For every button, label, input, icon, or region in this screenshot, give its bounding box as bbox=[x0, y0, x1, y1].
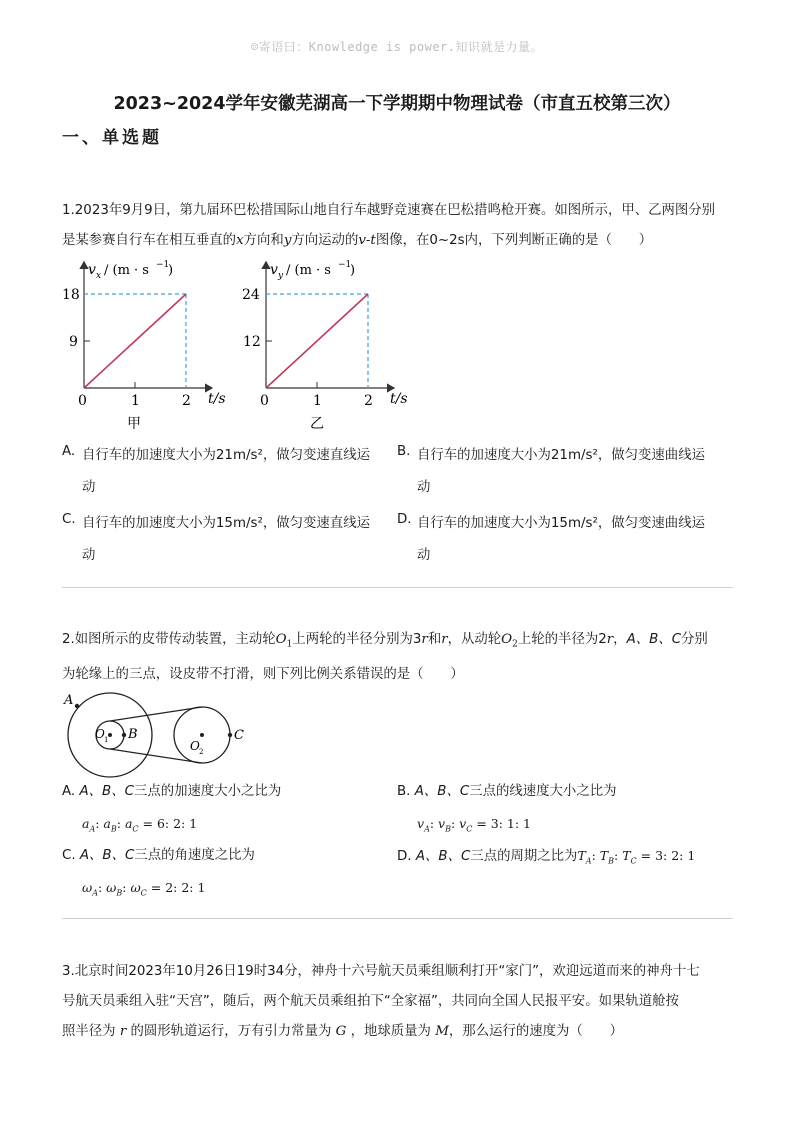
option-letter: A. bbox=[62, 444, 76, 459]
option-text-cont: 动 bbox=[417, 548, 431, 563]
y-label-close: ) bbox=[350, 263, 356, 278]
x-tick-label: 0 bbox=[78, 393, 87, 409]
option-points: A、B、C bbox=[415, 849, 471, 864]
y-label-sub: y bbox=[278, 271, 284, 281]
option-text-cont: 动 bbox=[82, 480, 96, 495]
q2-line1-part: ， bbox=[613, 632, 627, 647]
q2-stem bbox=[62, 625, 742, 690]
option-text: 三点的周期之比为 bbox=[470, 849, 578, 864]
q3-line3-part: 的圆形轨道运行，万有引力常量为 bbox=[130, 1024, 332, 1039]
q3-line2: 号航天员乘组入驻“天宫”，随后，两个航天员乘组拍下“全家福”，共同向全国人民报平安。如果轨道舱按 bbox=[62, 994, 679, 1009]
y-tick-label: 12 bbox=[243, 334, 261, 350]
exam-title: 2023~2024学年安徽芜湖高一下学期期中物理试卷（市直五校第三次） bbox=[113, 94, 681, 114]
point-c bbox=[228, 733, 232, 737]
section-heading: 一、单选题 bbox=[62, 128, 162, 148]
y-label-close: ) bbox=[168, 263, 174, 278]
graph-caption: 甲 bbox=[127, 416, 141, 432]
belt-drive-diagram bbox=[62, 688, 252, 786]
label-o2-sub: 2 bbox=[199, 748, 204, 756]
q1-line1: 1.2023年9月9日，第九届环巴松措国际山地自行车越野竞速赛在巴松措鸣枪开赛。如图所示，甲、乙两图分别 bbox=[62, 203, 716, 218]
belt-top bbox=[110, 707, 202, 721]
option-formula: $v_A$: $v_B$: $v_C = 3$: 1: 1 bbox=[417, 816, 532, 834]
q1-var-y: y bbox=[283, 233, 292, 248]
q1-var-x: x bbox=[236, 233, 244, 248]
option-text-cont: 动 bbox=[82, 548, 96, 563]
option-text: 自行车的加速度大小为21m/s²，做匀变速曲线运 bbox=[417, 448, 705, 463]
option-letter: C. bbox=[62, 848, 76, 863]
q2-line1-part: 上轮的半径为2 bbox=[517, 632, 607, 647]
q3-line3 bbox=[62, 1017, 742, 1047]
option-text: 自行车的加速度大小为15m/s²，做匀变速直线运 bbox=[82, 516, 370, 531]
label-o2: O bbox=[190, 739, 200, 753]
q2-line1-part: 分别 bbox=[681, 632, 708, 647]
option-text: 三点的线速度大小之比为 bbox=[469, 784, 617, 799]
velocity-line bbox=[266, 294, 368, 388]
q2-line2: 为轮缘上的三点，设皮带不打滑，则下列比例关系错误的是（ ） bbox=[62, 666, 464, 682]
q1-line2-part: 是某参赛自行车在相互垂直的 bbox=[62, 233, 237, 248]
label-o1: O bbox=[95, 727, 105, 741]
q3-line3-part: 照半径为 bbox=[62, 1024, 116, 1039]
label-a: A bbox=[64, 693, 74, 708]
y-tick-label: 18 bbox=[62, 287, 80, 303]
x-axis-label: t/s bbox=[390, 391, 408, 407]
q2-var-o1: O bbox=[275, 632, 287, 647]
option-points: A、B、C bbox=[79, 784, 134, 799]
center-o1 bbox=[108, 733, 112, 737]
q2-option-d[interactable] bbox=[397, 840, 737, 878]
option-letter: D. bbox=[397, 849, 412, 864]
q3-var-r: r bbox=[119, 1024, 127, 1039]
option-text: 自行车的加速度大小为21m/s²，做匀变速直线运 bbox=[82, 448, 370, 463]
x-tick-label: 2 bbox=[364, 393, 373, 409]
q2-var-r: r bbox=[421, 632, 428, 647]
point-b bbox=[122, 733, 126, 737]
q1-line2-part: 方向运动的 bbox=[291, 233, 359, 248]
x-tick-label: 0 bbox=[260, 393, 269, 409]
option-line bbox=[397, 840, 737, 878]
x-tick-label: 2 bbox=[182, 393, 191, 409]
q2-var-r: r bbox=[441, 632, 448, 647]
q2-line1 bbox=[62, 625, 742, 660]
option-line bbox=[397, 776, 737, 808]
y-label-exp: −1 bbox=[338, 260, 352, 270]
label-o1-sub: 1 bbox=[104, 736, 109, 744]
point-a bbox=[75, 704, 79, 708]
y-label-var: v bbox=[88, 262, 96, 278]
q2-var-o2-sub: 2 bbox=[512, 639, 518, 650]
option-text-cont: 动 bbox=[417, 480, 431, 495]
center-o2 bbox=[200, 733, 204, 737]
q3-line1: 3.北京时间2023年10月26日19时34分，神舟十六号航天员乘组顺利打开“家门”，欢迎远道而来的神舟十七 bbox=[62, 964, 700, 979]
y-tick-label: 24 bbox=[242, 287, 260, 303]
option-line bbox=[62, 840, 382, 872]
belt-bottom bbox=[110, 749, 202, 763]
divider bbox=[62, 587, 733, 588]
q2-var-o1-sub: 1 bbox=[286, 639, 293, 650]
y-label-sub: x bbox=[96, 271, 102, 281]
x-tick-label: 1 bbox=[313, 393, 322, 409]
option-letter: B. bbox=[397, 784, 411, 799]
q1-vt: v-t bbox=[358, 233, 376, 248]
option-letter: D. bbox=[397, 512, 412, 527]
option-letter: A. bbox=[62, 784, 76, 799]
q1-line2 bbox=[62, 226, 742, 256]
vy-t-graph bbox=[242, 256, 412, 434]
y-label-unit: / (m · s bbox=[104, 263, 149, 278]
y-label-unit: / (m · s bbox=[286, 263, 331, 278]
velocity-line bbox=[84, 294, 186, 388]
q2-var-o2: O bbox=[501, 632, 513, 647]
q1-stem bbox=[62, 196, 742, 256]
q1-option-a[interactable] bbox=[62, 440, 382, 504]
q2-line1-part: 上两轮的半径分别为3 bbox=[292, 632, 422, 647]
q3-var-m: M bbox=[435, 1024, 449, 1039]
option-text: 自行车的加速度大小为15m/s²，做匀变速曲线运 bbox=[417, 516, 705, 531]
option-formula: $a_A$: $a_B$: $a_C = 6$: 2: 1 bbox=[82, 816, 198, 834]
y-label-exp: −1 bbox=[156, 260, 170, 270]
option-formula: $\omega_A$: $\omega_B$: $\omega_C = 2$: 2: 1 bbox=[82, 880, 206, 898]
q2-line1-part: 和 bbox=[427, 632, 442, 647]
y-tick-label: 9 bbox=[69, 334, 78, 350]
q3-line3-part: ，地球质量为 bbox=[350, 1024, 431, 1039]
graph-caption: 乙 bbox=[310, 416, 324, 432]
option-line bbox=[62, 776, 382, 808]
q2-var-r: r bbox=[606, 632, 614, 647]
vx-t-graph bbox=[62, 256, 227, 434]
q2-points: A、B、C bbox=[626, 632, 682, 647]
q2-option-b[interactable] bbox=[397, 776, 737, 846]
option-letter: C. bbox=[62, 512, 76, 527]
option-points: A、B、C bbox=[79, 848, 135, 863]
option-text: 三点的角速度之比为 bbox=[134, 848, 255, 863]
label-c: C bbox=[234, 728, 244, 743]
option-text: 三点的加速度大小之比为 bbox=[133, 784, 282, 799]
option-formula: $T_A$: $T_B$: $T_C = 3$: 2: 1 bbox=[577, 848, 696, 866]
q3-var-g: G bbox=[335, 1024, 347, 1039]
q3-line3-part: ，那么运行的速度为（ ） bbox=[448, 1024, 623, 1039]
q2-option-a[interactable] bbox=[62, 776, 382, 846]
q2-option-c[interactable] bbox=[62, 840, 382, 910]
divider bbox=[62, 918, 733, 919]
option-points: A、B、C bbox=[414, 784, 470, 799]
q1-option-d[interactable] bbox=[397, 508, 737, 572]
q2-line1-part: ，从动轮 bbox=[447, 632, 502, 647]
q3-stem bbox=[62, 957, 742, 1047]
x-tick-label: 1 bbox=[131, 393, 140, 409]
q1-line2-part: 图像，在0~2s内，下列判断正确的是（ ） bbox=[375, 233, 653, 248]
motto-watermark: ☺寄语曰：Knowledge is power.知识就是力量。 bbox=[251, 40, 543, 54]
q1-option-b[interactable] bbox=[397, 440, 737, 504]
q1-option-c[interactable] bbox=[62, 508, 382, 572]
label-b: B bbox=[128, 727, 138, 742]
y-label-var: v bbox=[270, 262, 278, 278]
x-axis-label: t/s bbox=[208, 391, 226, 407]
q1-line2-part: 方向和 bbox=[243, 233, 284, 248]
q2-line1-part: 2.如图所示的皮带传动装置，主动轮 bbox=[62, 632, 276, 647]
option-letter: B. bbox=[397, 444, 411, 459]
